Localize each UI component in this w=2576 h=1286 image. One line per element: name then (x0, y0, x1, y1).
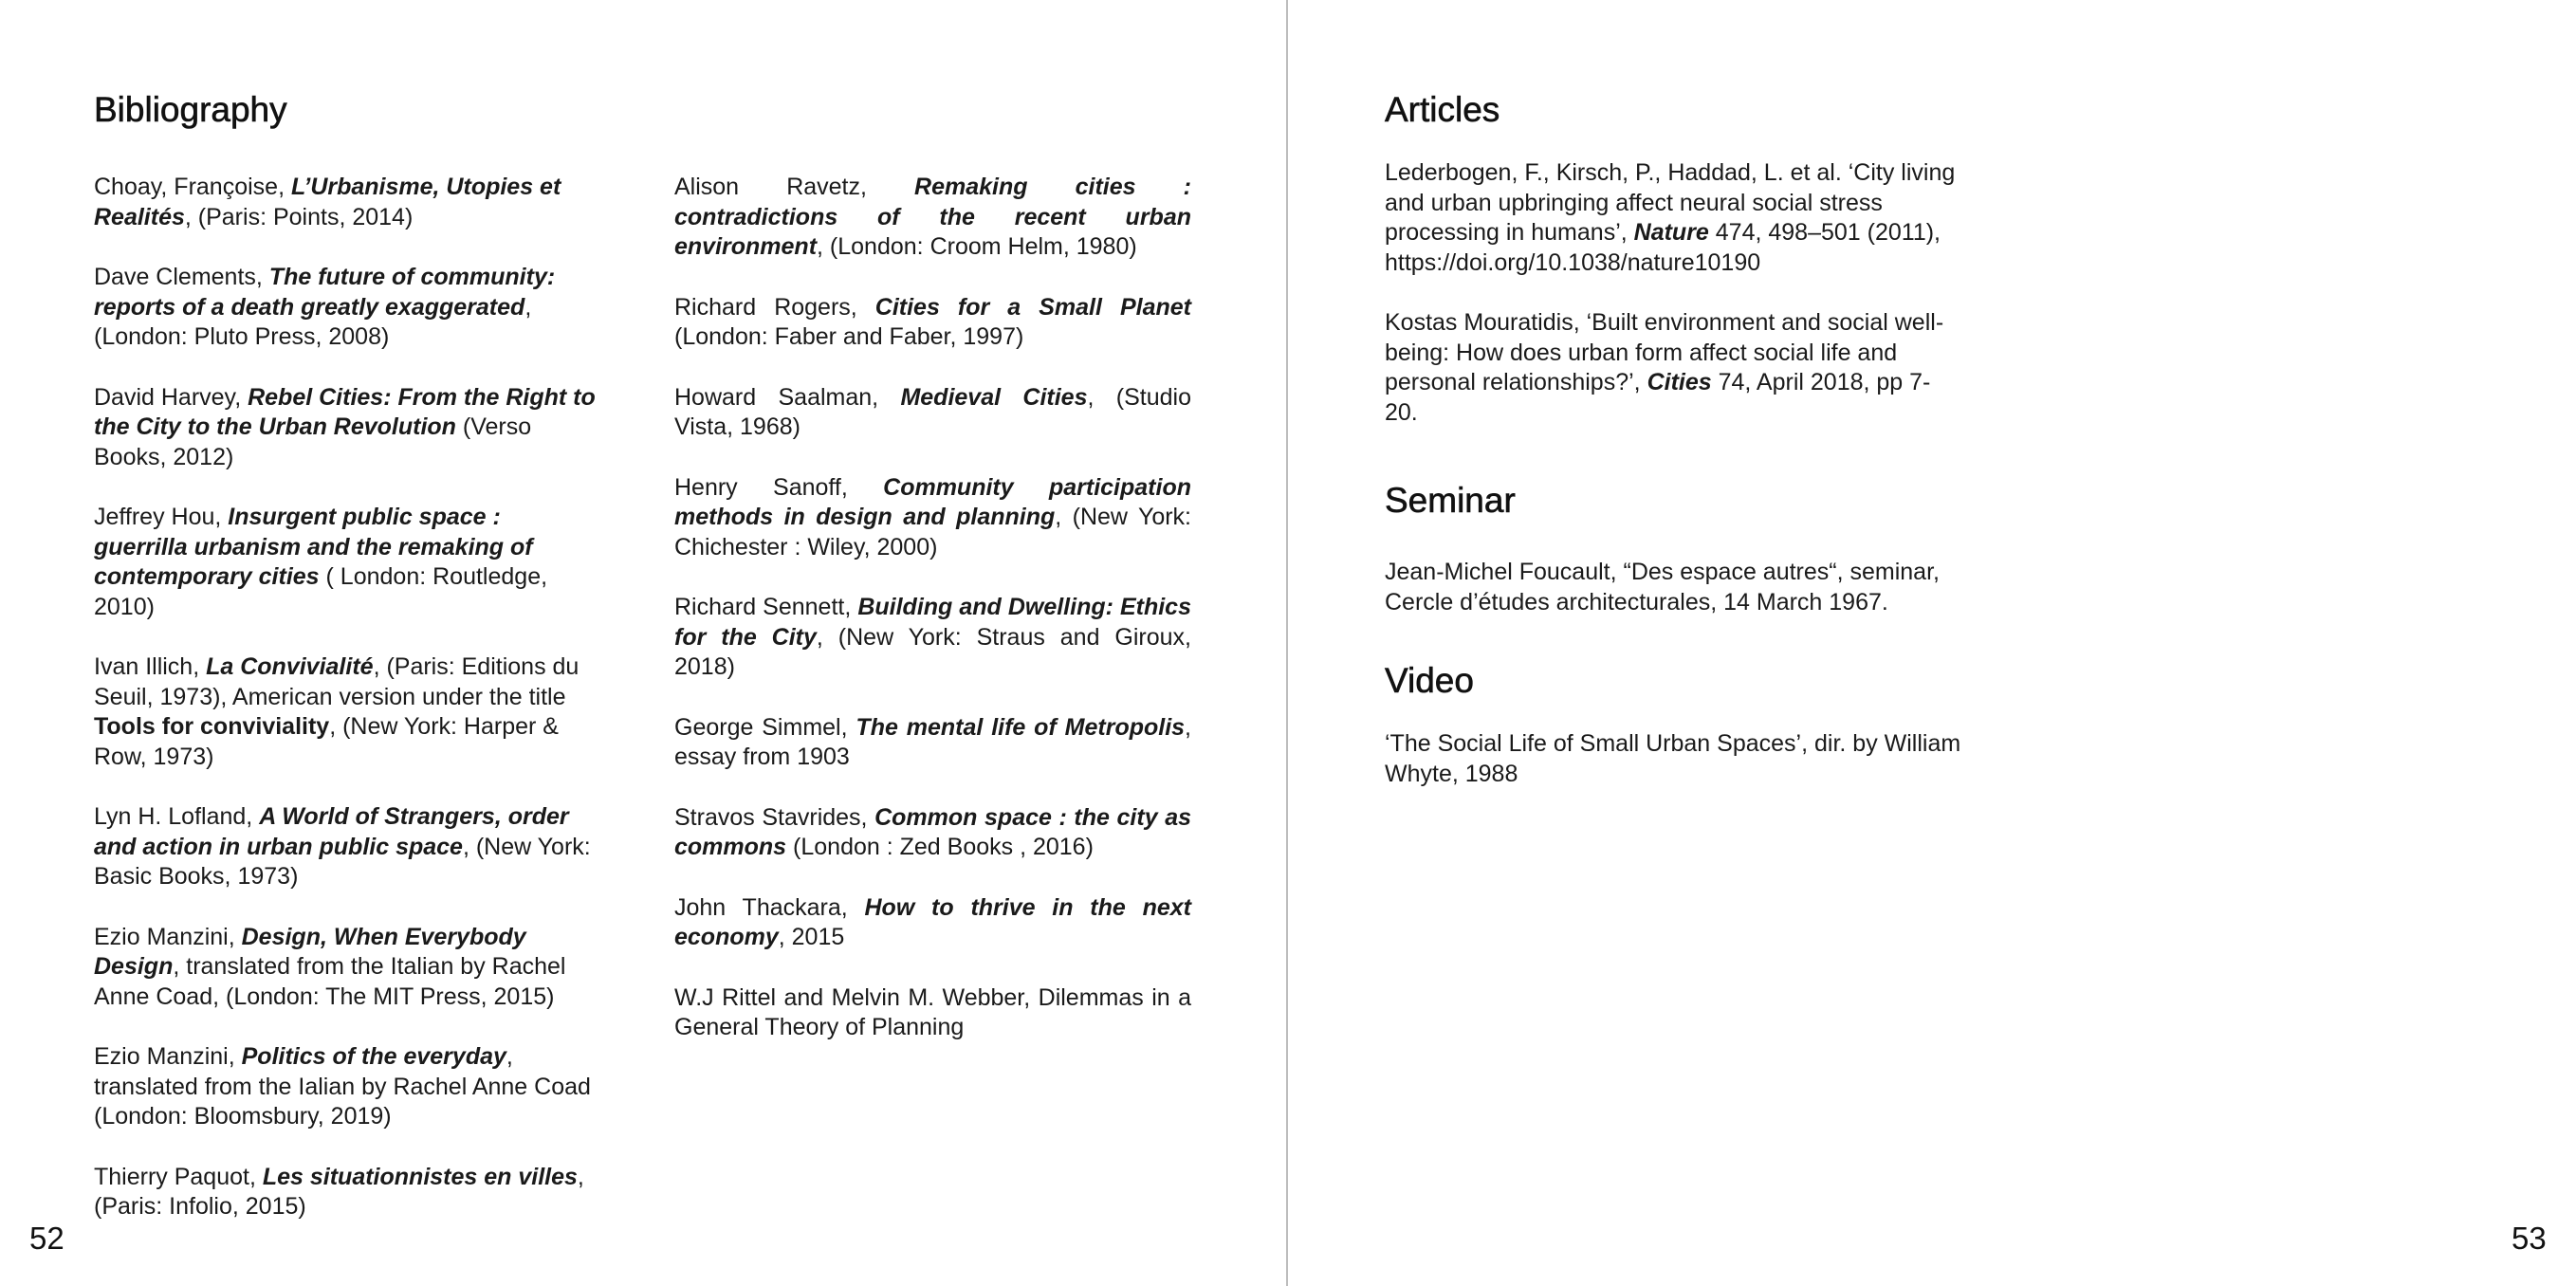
bibliography-entry: Ezio Manzini, Politics of the everyday, translated from the Ialian by Rachel Anne Coad (London: Bloomsbury, 2019) (94, 1043, 591, 1130)
article-entry: Kostas Mouratidis, ‘Built environment and social well-being: How does urban form affect social life and personal relationships?’, Cities 74, April 2018, pp 7-20. (1385, 309, 1944, 426)
bibliography-entry: Thierry Paquot, Les situationnistes en villes, (Paris: Infolio, 2015) (94, 1163, 584, 1220)
video-entry: ‘The Social Life of Small Urban Spaces’, dir. by William Whyte, 1988 (1385, 730, 1961, 787)
page-gutter-divider (1286, 0, 1288, 1286)
articles-heading: Articles (1385, 90, 1500, 129)
bibliography-heading: Bibliography (94, 90, 287, 129)
seminar-list (1385, 558, 1963, 648)
bibliography-column-1 (94, 173, 597, 1253)
seminar-heading: Seminar (1385, 481, 1516, 520)
bibliography-entry: Ivan Illich, La Convivialité, (Paris: Editions du Seuil, 1973), American version under the title Tools for conviviality, (New York: Harper & Row, 1973) (94, 653, 580, 770)
bibliography-entry: Lyn H. Lofland, A World of Strangers, order and action in urban public space, (New York: Basic Books, 1973) (94, 803, 591, 890)
bibliography-entry: W.J Rittel and Melvin M. Webber, Dilemmas in a General Theory of Planning (674, 983, 1191, 1040)
article-entry: Lederbogen, F., Kirsch, P., Haddad, L. et al. ‘City living and urban upbringing affect neural social stress processing in humans’, Nature 474, 498–501 (2011), https://doi.org/10.1038/nature10190 (1385, 159, 1956, 276)
articles-list (1385, 158, 1963, 458)
bibliography-entry: Dave Clements, The future of community: reports of a death greatly exaggerated, (London: Pluto Press, 2008) (94, 264, 556, 350)
bibliography-column-2 (674, 173, 1191, 1074)
bibliography-entry: Richard Sennett, Building and Dwelling: Ethics for the City, (New York: Straus and Giroux, 2018) (674, 594, 1191, 680)
page-number-left: 52 (29, 1221, 64, 1256)
bibliography-entry: Alison Ravetz, Remaking cities : contradictions of the recent urban environment, (London: Croom Helm, 1980) (674, 174, 1191, 260)
video-heading: Video (1385, 661, 1474, 700)
bibliography-entry: Jeffrey Hou, Insurgent public space : guerrilla urbanism and the remaking of contemporary cities ( London: Routledge, 2010) (94, 504, 548, 620)
bibliography-entry: Henry Sanoff, Community participation methods in design and planning, (New York: Chichester : Wiley, 2000) (674, 473, 1192, 560)
bibliography-entry: David Harvey, Rebel Cities: From the Right to the City to the Urban Revolution (Verso Books, 2012) (94, 383, 596, 470)
bibliography-entry: Stravos Stavrides, Common space : the city as commons (London : Zed Books , 2016) (674, 803, 1191, 860)
page-number-right: 53 (2512, 1221, 2547, 1256)
bibliography-entry: Ezio Manzini, Design, When Everybody Design, translated from the Italian by Rachel Anne Coad, (London: The MIT Press, 2015) (94, 923, 566, 1010)
bibliography-entry: Howard Saalman, Medieval Cities, (Studio Vista, 1968) (674, 383, 1191, 440)
bibliography-entry: Richard Rogers, Cities for a Small Planet (London: Faber and Faber, 1997) (674, 293, 1191, 350)
bibliography-entry: Choay, Françoise, L’Urbanisme, Utopies et Realités, (Paris: Points, 2014) (94, 174, 561, 230)
seminar-entry: Jean-Michel Foucault, “Des espace autres“, seminar, Cercle d’études architecturales, 14 March 1967. (1385, 559, 1940, 615)
bibliography-entry: John Thackara, How to thrive in the next economy, 2015 (674, 893, 1192, 950)
video-list (1385, 729, 1963, 819)
bibliography-entry: George Simmel, The mental life of Metropolis, essay from 1903 (674, 713, 1191, 770)
